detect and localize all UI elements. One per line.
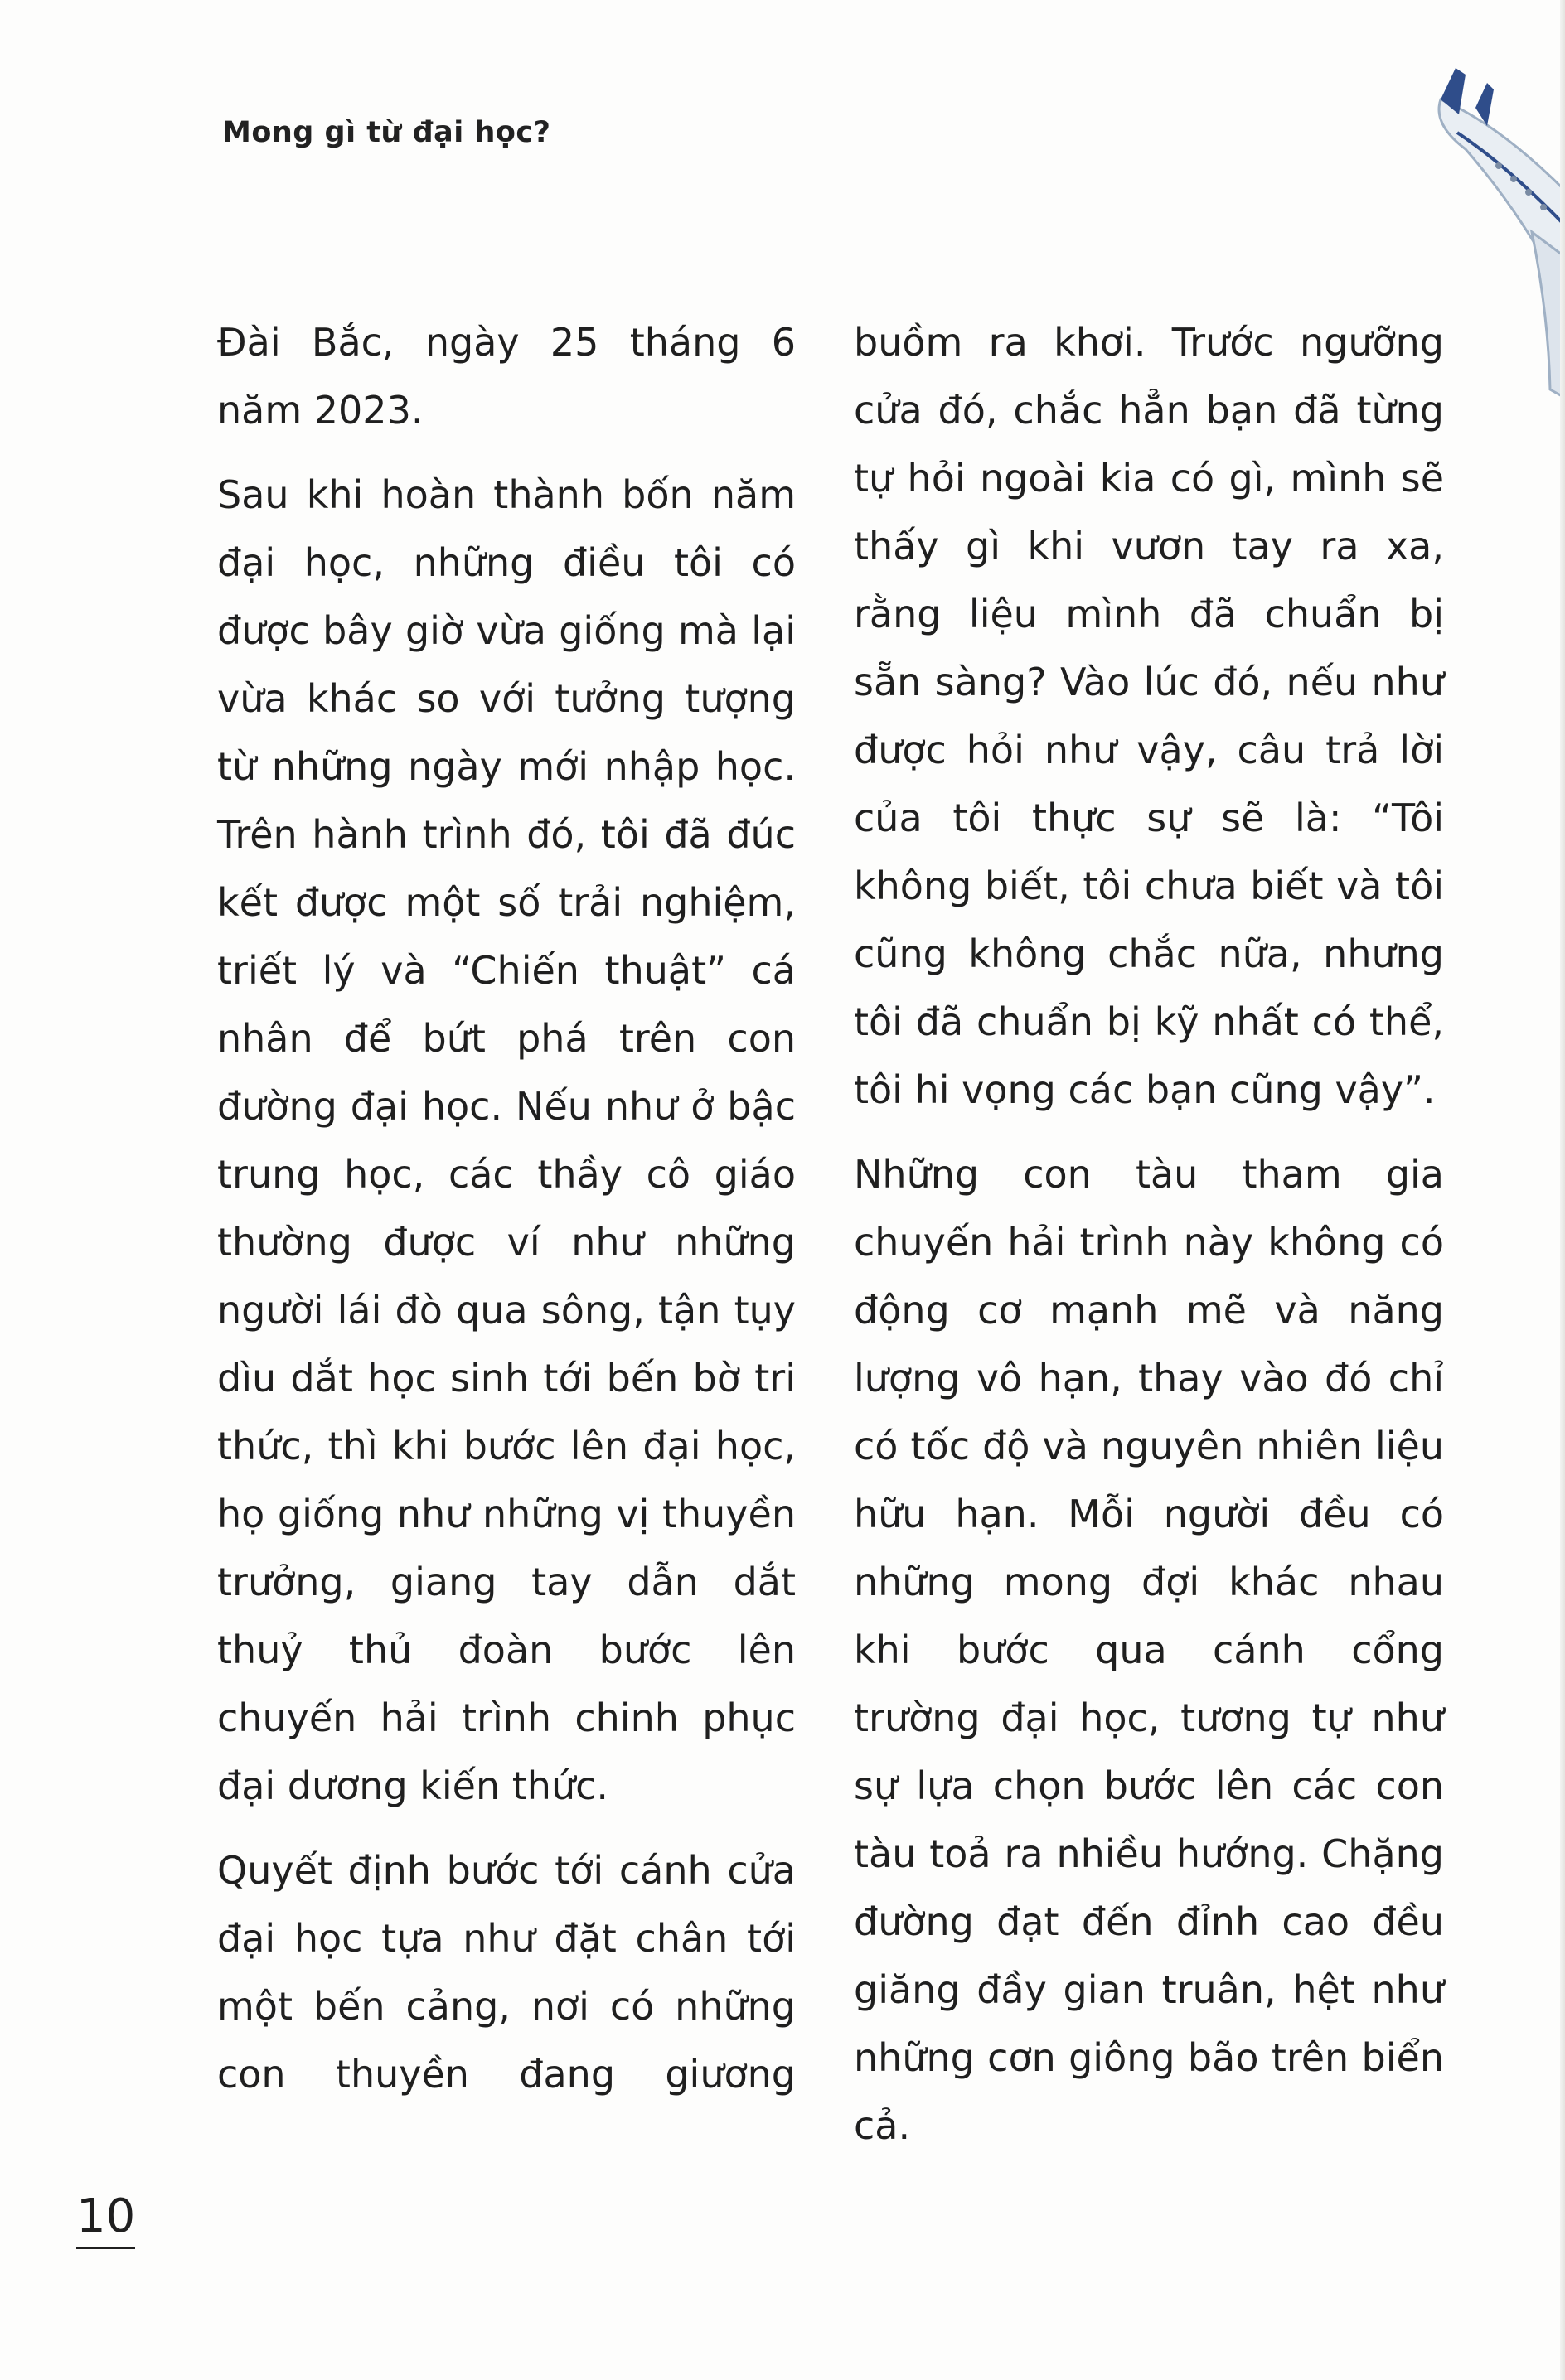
page-edge — [1560, 0, 1565, 2380]
page-number: 10 — [76, 2189, 135, 2249]
right-column — [854, 308, 1444, 2176]
paragraph-continued: Quyết định bước tới cánh cửa đại học tựa như đặt chân tới một bến cảng, nơi có những con thuyền đang giương — [217, 1848, 796, 2097]
paragraph-dateline: Đài Bắc, ngày 25 tháng 6 năm 2023. — [217, 320, 796, 433]
running-title: Mong gì từ đại học? — [222, 116, 551, 149]
paragraph: buồm ra khơi. Trước ngưỡng cửa đó, chắc hẳn bạn đã từng tự hỏi ngoài kia có gì, mình sẽ thấy gì khi vươn tay ra xa, rằng liệu mình đã chuẩn bị sẵn sàng? Vào lúc đó, nếu như được hỏi như vậy, câu trả lời của tôi thực sự sẽ là: “Tôi không biết, tôi chưa biết và tôi cũng không chắc nữa, nhưng tôi đã chuẩn bị kỹ nhất có thể, tôi hi vọng các bạn cũng vậy”. — [854, 320, 1444, 1112]
left-column — [217, 308, 796, 2125]
paragraph: Sau khi hoàn thành bốn năm đại học, những điều tôi có được bây giờ vừa giống mà lại vừa khác so với tưởng tượng từ những ngày mới nhập học. Trên hành trình đó, tôi đã đúc kết được một số trải nghiệm, triết lý và “Chiến thuật” cá nhân để bứt phá trên con đường đại học. Nếu như ở bậc trung học, các thầy cô giáo thường được ví như những người lái đò qua sông, tận tụy dìu dắt học sinh tới bến bờ tri thức, thì khi bước lên đại học, họ giống như những vị thuyền trưởng, giang tay dẫn dắt thuỷ thủ đoàn bước lên chuyến hải trình chinh phục đại dương kiến thức. — [217, 472, 796, 1808]
paragraph: Những con tàu tham gia chuyến hải trình này không có động cơ mạnh mẽ và năng lượng vô hạn, thay vào đó chỉ có tốc độ và nguyên nhiên liệu hữu hạn. Mỗi người đều có những mong đợi khác nhau khi bước qua cánh cổng trường đại học, tương tự như sự lựa chọn bước lên các con tàu toả ra nhiều hướng. Chặng đường đạt đến đỉnh cao đều giăng đầy gian truân, hệt như những cơn giông bão trên biển cả. — [854, 1152, 1444, 2148]
